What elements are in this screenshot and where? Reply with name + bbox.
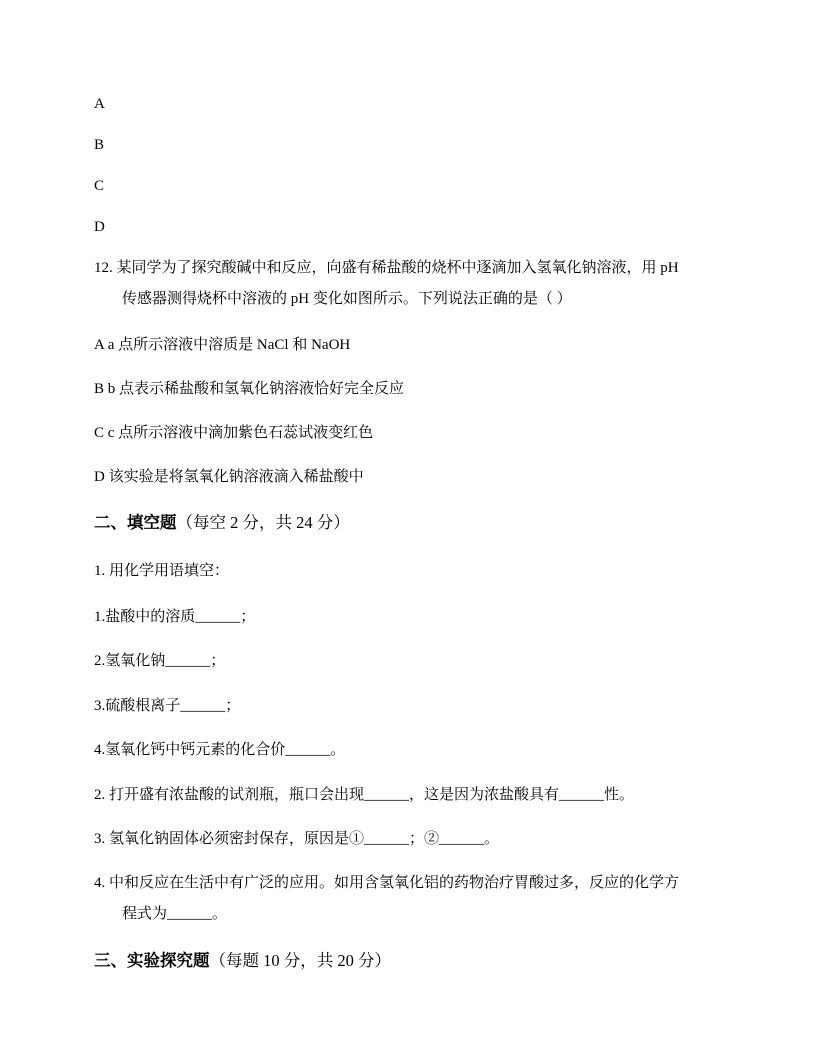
- fill-question-4: 4. 中和反应在生活中有广泛的应用。如用含氢氧化铝的药物治疗胃酸过多，反应的化学方: [94, 875, 680, 891]
- fill-question-1-item-4: 4.氢氧化钙中钙元素的化合价______。: [94, 742, 346, 758]
- question-12-option-c: C c 点所示溶液中滴加紫色石蕊试液变红色: [94, 425, 374, 441]
- question-12-stem: 12. 某同学为了探究酸碱中和反应，向盛有稀盐酸的烧杯中逐滴加入氢氧化钠溶液，用 pH: [94, 260, 679, 276]
- fill-question-1-item-1: 1.盐酸中的溶质______；: [94, 609, 256, 625]
- section-title: 三、实验探究题: [94, 951, 210, 970]
- section-heading-fill-in: [94, 512, 350, 534]
- fill-question-2: 2. 打开盛有浓盐酸的试剂瓶，瓶口会出现______，这是因为浓盐酸具有______性。: [94, 787, 635, 803]
- option-a-label: A: [94, 96, 105, 112]
- section-title: 二、填空题: [94, 513, 177, 532]
- question-12-option-b: B b 点表示稀盐酸和氢氧化钠溶液恰好完全反应: [94, 381, 405, 397]
- fill-question-4-continued: 程式为______。: [122, 906, 228, 922]
- fill-question-1-item-2: 2.氢氧化钠______；: [94, 653, 226, 669]
- question-12-option-a: A a 点所示溶液中溶质是 NaCl 和 NaOH: [94, 337, 351, 353]
- section-score-note: （每空 2 分，共 24 分）: [176, 513, 350, 532]
- section-heading-experiment: [94, 950, 391, 972]
- option-b-label: B: [94, 137, 105, 153]
- fill-question-3: 3. 氢氧化钠固体必须密封保存，原因是①______；②______。: [94, 831, 500, 847]
- fill-question-1-item-3: 3.硫酸根离子______；: [94, 698, 241, 714]
- section-score-note: （每题 10 分，共 20 分）: [209, 951, 391, 970]
- fill-question-1: 1. 用化学用语填空：: [94, 563, 230, 579]
- question-12-stem-continued: 传感器测得烧杯中溶液的 pH 变化如图所示。下列说法正确的是（ ）: [122, 291, 572, 307]
- question-12-option-d: D 该实验是将氢氧化钠溶液滴入稀盐酸中: [94, 469, 364, 485]
- option-d-label: D: [94, 219, 105, 235]
- option-c-label: C: [94, 178, 105, 194]
